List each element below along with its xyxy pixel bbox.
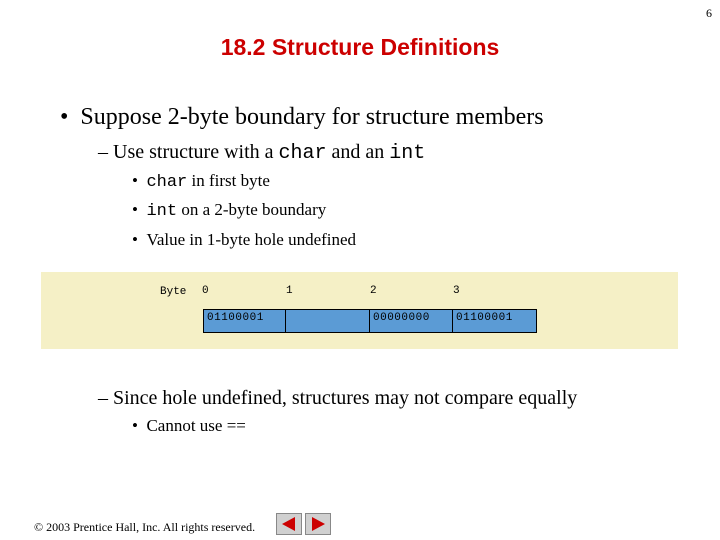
next-slide-button[interactable] [305,513,331,535]
dash-icon: – [98,387,108,409]
copyright-icon: © [34,520,44,534]
bullet-text: and an [326,141,390,163]
bullet-dot-icon: • [132,200,138,219]
code-char: char [278,142,327,165]
bullet-text: Cannot use == [146,416,246,435]
bullet-text: Since hole undefined, structures may not compare equally [113,387,578,409]
bullet-text: in first byte [187,171,270,190]
byte-index: 0 [202,285,209,297]
memory-cell-byte2: 00000000 [370,309,453,333]
bullet-dot-icon: • [132,171,138,190]
page-number: 6 [706,6,712,20]
bullet-level3 [132,200,326,221]
code-char: char [146,173,188,192]
triangle-right-icon [306,514,330,534]
copyright-footer [34,520,255,535]
previous-slide-button[interactable] [276,513,302,535]
bullet-text: Suppose 2-byte boundary for structure members [80,104,544,130]
slide-title: 18.2 Structure Definitions [220,34,500,60]
bullet-dot-icon: • [60,104,69,130]
bullet-level3 [132,171,270,192]
byte-label: Byte [160,286,187,298]
copyright-text: 2003 Prentice Hall, Inc. All rights reserved. [43,520,256,534]
bullet-text: on a 2-byte boundary [177,200,327,219]
byte-index: 2 [370,285,377,297]
bullet-level1 [60,104,544,131]
bullet-level3 [132,416,246,436]
memory-cell-hole [286,309,370,333]
triangle-left-icon [277,514,301,534]
bullet-dot-icon: • [132,416,138,435]
memory-cell-byte0: 01100001 [203,309,286,333]
memory-cell-byte3: 01100001 [453,309,537,333]
bullet-dot-icon: • [132,230,138,249]
bullet-text: Value in 1-byte hole undefined [146,230,357,249]
bullet-text: Use structure with a [113,141,279,163]
code-int: int [389,142,426,165]
bullet-level2 [98,387,577,410]
bullet-level3 [132,230,356,250]
bullet-level2 [98,141,425,165]
byte-index: 1 [286,285,293,297]
dash-icon: – [98,141,108,163]
code-int: int [146,202,178,221]
byte-index: 3 [453,285,460,297]
